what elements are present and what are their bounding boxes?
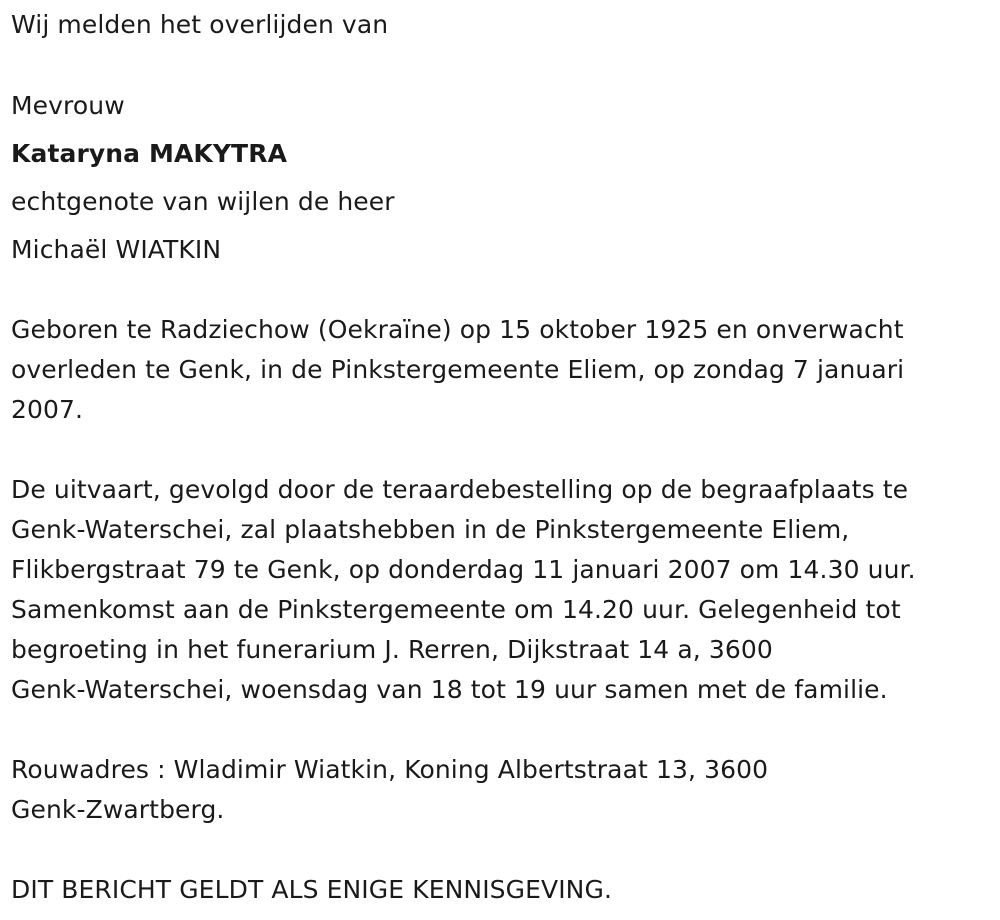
paragraph-line: overleden te Genk, in de Pinkstergemeente Eliem, op zondag 7 januari — [11, 355, 905, 384]
relation-text: echtgenote van wijlen de heer — [11, 187, 395, 216]
spouse-name: Michaël WIATKIN — [11, 235, 222, 264]
birth-death-paragraph — [11, 310, 986, 430]
paragraph-line: Flikbergstraat 79 te Genk, op donderdag 11 januari 2007 om 14.30 uur. — [11, 555, 916, 584]
paragraph-line: Rouwadres : Wladimir Wiatkin, Koning Albertstraat 13, 3600 — [11, 755, 769, 784]
paragraph-line: 2007. — [11, 395, 84, 424]
paragraph-line: Genk-Waterschei, woensdag van 18 tot 19 uur samen met de familie. — [11, 675, 888, 704]
closing-text: DIT BERICHT GELDT ALS ENIGE KENNISGEVING. — [11, 875, 612, 904]
paragraph-line: begroeting in het funerarium J. Rerren, Dijkstraat 14 a, 3600 — [11, 635, 773, 664]
funeral-paragraph — [11, 470, 986, 710]
paragraph-line: Genk-Waterschei, zal plaatshebben in de Pinkstergemeente Eliem, — [11, 515, 850, 544]
paragraph-line: Genk-Zwartberg. — [11, 795, 225, 824]
paragraph-line: De uitvaart, gevolgd door de teraardebestelling op de begraafplaats te — [11, 475, 909, 504]
deceased-name: Kataryna MAKYTRA — [11, 139, 288, 168]
title-text: Mevrouw — [11, 91, 125, 120]
paragraph-line: Geboren te Radziechow (Oekraïne) op 15 oktober 1925 en onverwacht — [11, 315, 904, 344]
intro-text: Wij melden het overlijden van — [11, 10, 389, 39]
address-paragraph — [11, 750, 986, 830]
paragraph-line: Samenkomst aan de Pinkstergemeente om 14.20 uur. Gelegenheid tot — [11, 595, 901, 624]
